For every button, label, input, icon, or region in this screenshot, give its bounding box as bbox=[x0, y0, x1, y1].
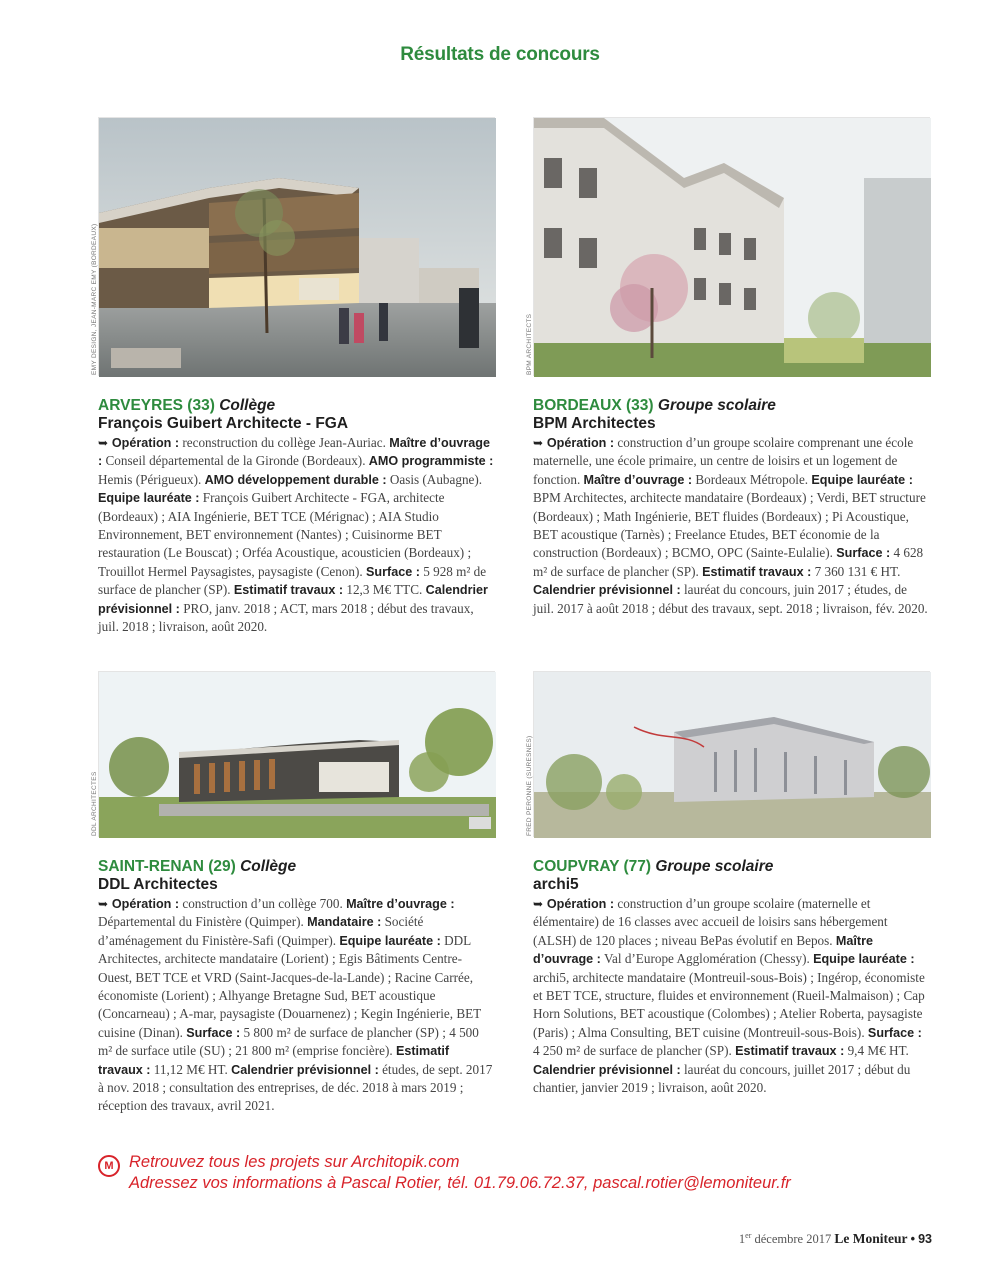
detail-value: construction d’un groupe scolaire comprenant une école maternelle, une école primaire, un centre de loisirs et un logement de fonction. bbox=[533, 435, 914, 487]
detail-value: Val d’Europe Agglomération (Chessy). bbox=[600, 951, 814, 967]
detail-value: 5 800 m² de surface de plancher (SP) ; 4 500 m² de surface utile (SU) ; 21 800 m² (emprise foncière). bbox=[98, 1024, 479, 1059]
detail-value: 4 250 m² de surface de plancher (SP). bbox=[533, 1043, 736, 1059]
detail-label: Surface : bbox=[366, 564, 420, 579]
rendering-college-saint-renan bbox=[99, 672, 496, 838]
detail-value: 9,4 M€ HT. bbox=[844, 1043, 909, 1059]
project-details bbox=[98, 895, 495, 1116]
detail-label: Calendrier prévisionnel : bbox=[98, 583, 488, 616]
detail-label: Estimatif travaux : bbox=[702, 564, 812, 579]
project-card-arveyres bbox=[91, 117, 495, 636]
project-city: BORDEAUX (33) bbox=[533, 397, 654, 414]
detail-label: Opération : bbox=[546, 436, 615, 450]
arrow-icon: ➥ bbox=[98, 436, 112, 450]
detail-label: Surface : bbox=[836, 546, 891, 561]
arrow-icon: ➥ bbox=[533, 436, 547, 450]
detail-label: AMO programmiste : bbox=[368, 454, 494, 469]
arrow-icon: ➥ bbox=[98, 897, 112, 911]
arrow-icon: ➥ bbox=[533, 897, 547, 911]
detail-label: Mandataire : bbox=[307, 915, 382, 930]
page-footer bbox=[739, 1231, 932, 1247]
issue-date-day: 1 bbox=[738, 1232, 746, 1247]
project-card-saint-renan bbox=[91, 671, 495, 1116]
detail-value: DDL Architectes, architecte mandataire (Lorient) ; Egis Bâtiments Centre-Ouest, BET TCE et VRD (Saint-Jacques-de-la-Lande) ; Racine Carrée, économiste (Lorient) ; Alhyange Bretagne Sud, BET acoustique (Concarneau) ; A-mar, paysagiste (Douarnenez) ; Kegin Ingénierie, BET cuisine (Dinan). bbox=[98, 932, 481, 1040]
detail-label: Equipe lauréate : bbox=[339, 933, 441, 948]
detail-label: Calendrier prévisionnel : bbox=[533, 1062, 681, 1077]
detail-value: archi5, architecte mandataire (Montreuil-sous-Bois) ; Ingérop, économiste et BET TCE, structure, fluides et environnement (Rueil-Malmaison) ; Cap Horn Solutions, BET acoustique (Colombes) ; Atelier Roberta, paysagiste (Paris) ; Alma Consulting, BET cuisine (Montreuil-sous-Bois). bbox=[533, 969, 925, 1040]
project-type: Groupe scolaire bbox=[655, 858, 774, 875]
detail-label: Opération : bbox=[111, 897, 180, 911]
project-type: Collège bbox=[219, 397, 276, 414]
project-image-bordeaux bbox=[526, 117, 930, 376]
detail-label: Maître d’ouvrage : bbox=[346, 897, 455, 911]
detail-value: lauréat du concours, juillet 2017 ; début du chantier, janvier 2019 ; livraison, août 2020. bbox=[533, 1061, 911, 1096]
photo-credit: FRED PERONNE (SURESNES) bbox=[526, 735, 533, 836]
detail-value: BPM Architectes, architecte mandataire (Bordeaux) ; Verdi, BET structure (Bordeaux) ; Math Ingénierie, BET fluides (Bordeaux) ; Pi Acoustique, BET acoustique (Tarnès) ; Freelance Etudes, BET économie de la construction (Bordeaux) ; BCMO, OPC (Sainte-Eulalie). bbox=[533, 490, 926, 561]
project-architect: François Guibert Architecte - FGA bbox=[98, 415, 349, 432]
project-architect: archi5 bbox=[533, 876, 579, 893]
project-image-saint-renan bbox=[91, 671, 495, 837]
detail-label: Equipe lauréate : bbox=[813, 952, 915, 967]
photo-credit: BPM ARCHITECTS bbox=[526, 313, 533, 375]
detail-value: construction d’un collège 700. bbox=[179, 896, 347, 911]
detail-value: études, de sept. 2017 à nov. 2018 ; consultation des entreprises, de déc. 2018 à mars 2019 ; réception des travaux, avril 2021. bbox=[98, 1061, 493, 1114]
detail-label: Maître d’ouvrage : bbox=[583, 472, 693, 487]
footer-note bbox=[98, 1152, 798, 1194]
detail-value: Bordeaux Métropole. bbox=[692, 471, 812, 487]
contact-line: Adressez vos informations à Pascal Rotier, tél. 01.79.06.72.37, pascal.rotier@lemoniteur.fr bbox=[129, 1174, 791, 1192]
detail-label: Maître d’ouvrage : bbox=[98, 436, 491, 469]
detail-value: Départemental du Finistère (Quimper). bbox=[98, 914, 308, 930]
detail-label: Calendrier prévisionnel : bbox=[231, 1062, 379, 1077]
project-type: Groupe scolaire bbox=[657, 397, 776, 414]
detail-label: Surface : bbox=[867, 1025, 922, 1040]
detail-value: 7 360 131 € HT. bbox=[811, 563, 901, 579]
detail-label: Estimatif travaux : bbox=[233, 583, 344, 598]
project-image-arveyres bbox=[91, 117, 495, 376]
page-number: 93 bbox=[918, 1232, 932, 1247]
issue-date: décembre 2017 bbox=[751, 1232, 832, 1247]
architopik-link[interactable]: Retrouvez tous les projets sur Architopik.com bbox=[129, 1153, 460, 1171]
detail-value: Oasis (Aubagne). bbox=[386, 471, 483, 487]
detail-value: Hemis (Périgueux). bbox=[98, 471, 205, 487]
page-title: Résultats de concours bbox=[400, 44, 600, 65]
project-image-coupvray bbox=[526, 671, 930, 837]
project-architect: DDL Architectes bbox=[98, 876, 218, 893]
project-details bbox=[533, 434, 930, 618]
photo-credit: EMY DESIGN, JEAN-MARC EMY (BORDEAUX) bbox=[91, 223, 98, 375]
project-card-bordeaux bbox=[526, 117, 930, 618]
detail-value: Société d’aménagement du Finistère-Safi (Quimper). bbox=[98, 914, 424, 948]
moniteur-logo: M bbox=[98, 1155, 120, 1177]
project-card-coupvray bbox=[526, 671, 930, 1097]
detail-value: lauréat du concours, juin 2017 ; études, de juil. 2017 à août 2018 ; début des travaux, sept. 2018 ; livraison, fév. 2020. bbox=[533, 582, 928, 616]
detail-label: Opération : bbox=[546, 897, 615, 911]
detail-label: Equipe lauréate : bbox=[811, 472, 913, 487]
footer-bullet: • bbox=[910, 1232, 915, 1247]
detail-value: PRO, janv. 2018 ; ACT, mars 2018 ; début des travaux, juil. 2018 ; livraison, août 2020. bbox=[98, 600, 474, 635]
detail-label: Opération : bbox=[111, 436, 180, 450]
project-details bbox=[98, 434, 495, 636]
detail-label: Estimatif travaux : bbox=[98, 1044, 450, 1077]
magazine-name: Le Moniteur bbox=[834, 1231, 908, 1247]
detail-value: 4 628 m² de surface de plancher (SP). bbox=[533, 545, 924, 579]
detail-label: Surface : bbox=[186, 1025, 241, 1040]
project-details bbox=[533, 895, 930, 1097]
detail-value: construction d’un groupe scolaire (maternelle et élémentaire) de 16 classes avec accueil de loisirs sans hébergement (ALSH) de 120 places ; niveau BePas évolutif en Bepos. bbox=[533, 896, 888, 948]
issue-date-sup: er bbox=[745, 1231, 752, 1240]
rendering-college-arveyres bbox=[99, 118, 496, 377]
detail-label: Estimatif travaux : bbox=[735, 1044, 845, 1059]
detail-label: Equipe lauréate : bbox=[98, 491, 200, 506]
project-architect: BPM Architectes bbox=[533, 415, 656, 432]
detail-value: 12,3 M€ TTC. bbox=[343, 582, 426, 598]
detail-value: 11,12 M€ HT. bbox=[150, 1061, 232, 1077]
project-city: ARVEYRES (33) bbox=[98, 397, 215, 414]
project-city: COUPVRAY (77) bbox=[533, 858, 652, 875]
rendering-groupe-scolaire-coupvray bbox=[534, 672, 931, 838]
rendering-groupe-scolaire-bordeaux bbox=[534, 118, 931, 377]
detail-value: reconstruction du collège Jean-Auriac. bbox=[179, 435, 390, 450]
detail-label: Calendrier prévisionnel : bbox=[533, 583, 681, 598]
project-type: Collège bbox=[240, 858, 297, 875]
detail-value: 5 928 m² de surface de plancher (SP). bbox=[98, 563, 487, 598]
detail-value: Conseil départemental de la Gironde (Bordeaux). bbox=[102, 453, 369, 469]
detail-label: Maître d’ouvrage : bbox=[533, 933, 873, 967]
project-city: SAINT-RENAN (29) bbox=[98, 858, 236, 875]
photo-credit: DDL ARCHITECTES bbox=[91, 771, 98, 836]
detail-label: AMO développement durable : bbox=[204, 472, 387, 487]
detail-value: François Guibert Architecte - FGA, architecte (Bordeaux) ; AIA Ingénierie, BET TCE (Mérignac) ; AIA Studio Environnement, BET environnement (Nantes) ; Cuisinorme BET restauration (Le Bouscat) ; Orféa Acoustique, acousticien (Bordeaux) ; Trouillot Hermel Paysagistes, paysagiste (Cenon). bbox=[98, 490, 472, 579]
